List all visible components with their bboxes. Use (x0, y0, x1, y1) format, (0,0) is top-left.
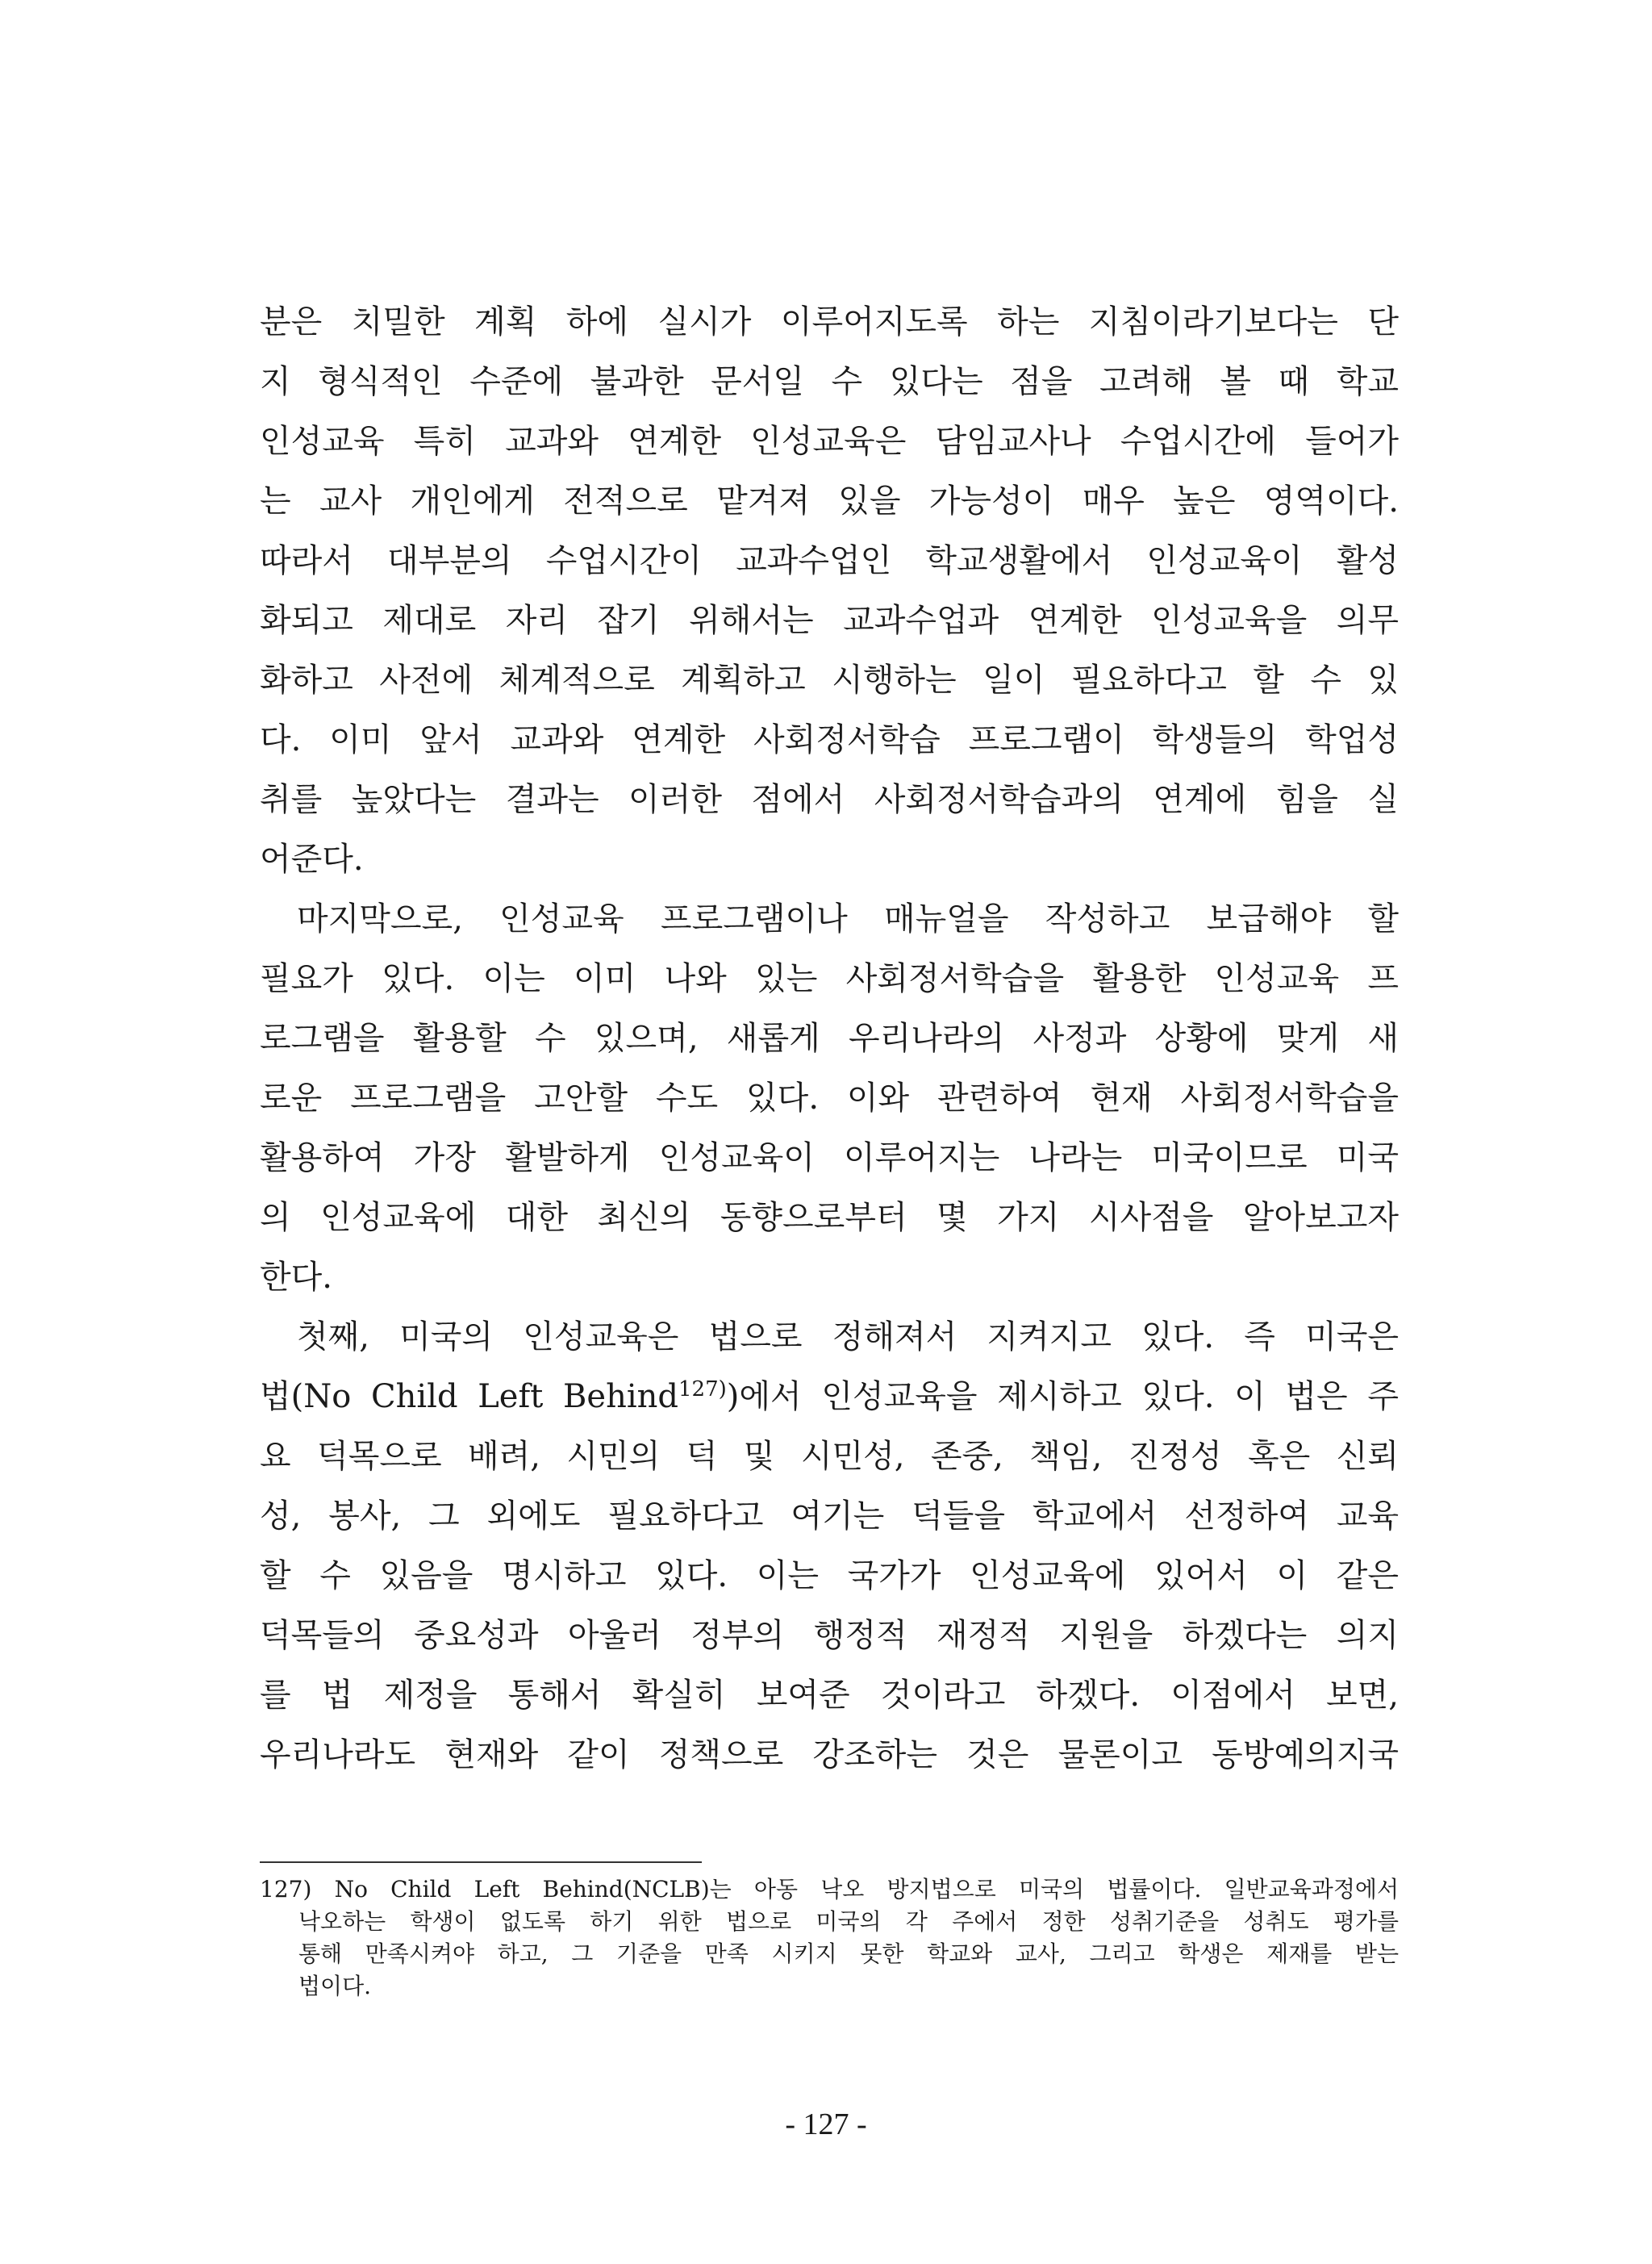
footnote-line: 통해 만족시켜야 하고, 그 기준을 만족 시키지 못한 학교와 교사, 그리고 학생은 제재를 받는 (298, 1940, 1399, 1967)
text-line: 활용하여 가장 활발하게 인성교육이 이루어지는 나라는 미국이므로 미국 (260, 1139, 1399, 1176)
text-line-with-footnote-ref (260, 1367, 1399, 1426)
footnote-line: 127) No Child Left Behind(NCLB)는 아동 낙오 방지법으로 미국의 법률이다. 일반교육과정에서 (260, 1876, 1399, 1903)
body-text (260, 292, 1399, 1785)
text-line: 필요가 있다. 이는 이미 나와 있는 사회정서학습을 활용한 인성교육 프 (260, 960, 1399, 997)
footnote-divider (260, 1861, 702, 1863)
footnote-line: 낙오하는 학생이 없도록 하기 위한 법으로 미국의 각 주에서 정한 성취기준을 성취도 평가를 (298, 1908, 1399, 1935)
text-line: 요 덕목으로 배려, 시민의 덕 및 시민성, 존중, 책임, 진정성 혹은 신뢰 (260, 1438, 1399, 1475)
text-line: 화하고 사전에 체계적으로 계획하고 시행하는 일이 필요하다고 할 수 있 (260, 662, 1399, 699)
footnote-line: 법이다. (298, 1973, 372, 1999)
text-line: 따라서 대부분의 수업시간이 교과수업인 학교생활에서 인성교육이 활성 (260, 542, 1399, 579)
text-line: 지 형식적인 수준에 불과한 문서일 수 있다는 점을 고려해 볼 때 학교 (260, 363, 1399, 400)
text-line: 인성교육 특히 교과와 연계한 인성교육은 담임교사나 수업시간에 들어가 (260, 423, 1399, 460)
text-line: 할 수 있음을 명시하고 있다. 이는 국가가 인성교육에 있어서 이 같은 (260, 1557, 1399, 1594)
text-line: 로운 프로그램을 고안할 수도 있다. 이와 관련하여 현재 사회정서학습을 (260, 1080, 1399, 1117)
text-line: 분은 치밀한 계획 하에 실시가 이루어지도록 하는 지침이라기보다는 단 (260, 303, 1399, 340)
text-line: 취를 높았다는 결과는 이러한 점에서 사회정서학습과의 연계에 힘을 실 (260, 781, 1399, 818)
text-line: 우리나라도 현재와 같이 정책으로 강조하는 것은 물론이고 동방예의지국 (260, 1736, 1399, 1773)
text-segment: )에서 인성교육을 제시하고 있다. 이 법은 주 (726, 1378, 1399, 1415)
text-segment: 법(No Child Left Behind (260, 1378, 678, 1415)
paragraph-start-line: 마지막으로, 인성교육 프로그램이나 매뉴얼을 작성하고 보급해야 할 (297, 900, 1399, 938)
paragraph-start-line: 첫째, 미국의 인성교육은 법으로 정해져서 지켜지고 있다. 즉 미국은 (297, 1318, 1399, 1355)
text-line: 로그램을 활용할 수 있으며, 새롭게 우리나라의 사정과 상황에 맞게 새 (260, 1020, 1399, 1057)
footnote-reference[interactable]: 127) (678, 1377, 727, 1401)
text-line: 덕목들의 중요성과 아울러 정부의 행정적 재정적 지원을 하겠다는 의지 (260, 1617, 1399, 1654)
text-line: 다. 이미 앞서 교과와 연계한 사회정서학습 프로그램이 학생들의 학업성 (260, 721, 1399, 758)
text-line: 어준다. (260, 841, 364, 878)
text-line: 의 인성교육에 대한 최신의 동향으로부터 몇 가지 시사점을 알아보고자 (260, 1199, 1399, 1236)
footnote (260, 1873, 1399, 2003)
text-line: 화되고 제대로 자리 잡기 위해서는 교과수업과 연계한 인성교육을 의무 (260, 602, 1399, 639)
text-line: 한다. (260, 1259, 332, 1296)
text-line: 를 법 제정을 통해서 확실히 보여준 것이라고 하겠다. 이점에서 보면, (260, 1677, 1399, 1714)
text-line: 성, 봉사, 그 외에도 필요하다고 여기는 덕들을 학교에서 선정하여 교육 (260, 1497, 1399, 1535)
page-number: - 127 - (785, 2107, 867, 2141)
text-line: 는 교사 개인에게 전적으로 맡겨져 있을 가능성이 매우 높은 영역이다. (260, 482, 1399, 520)
